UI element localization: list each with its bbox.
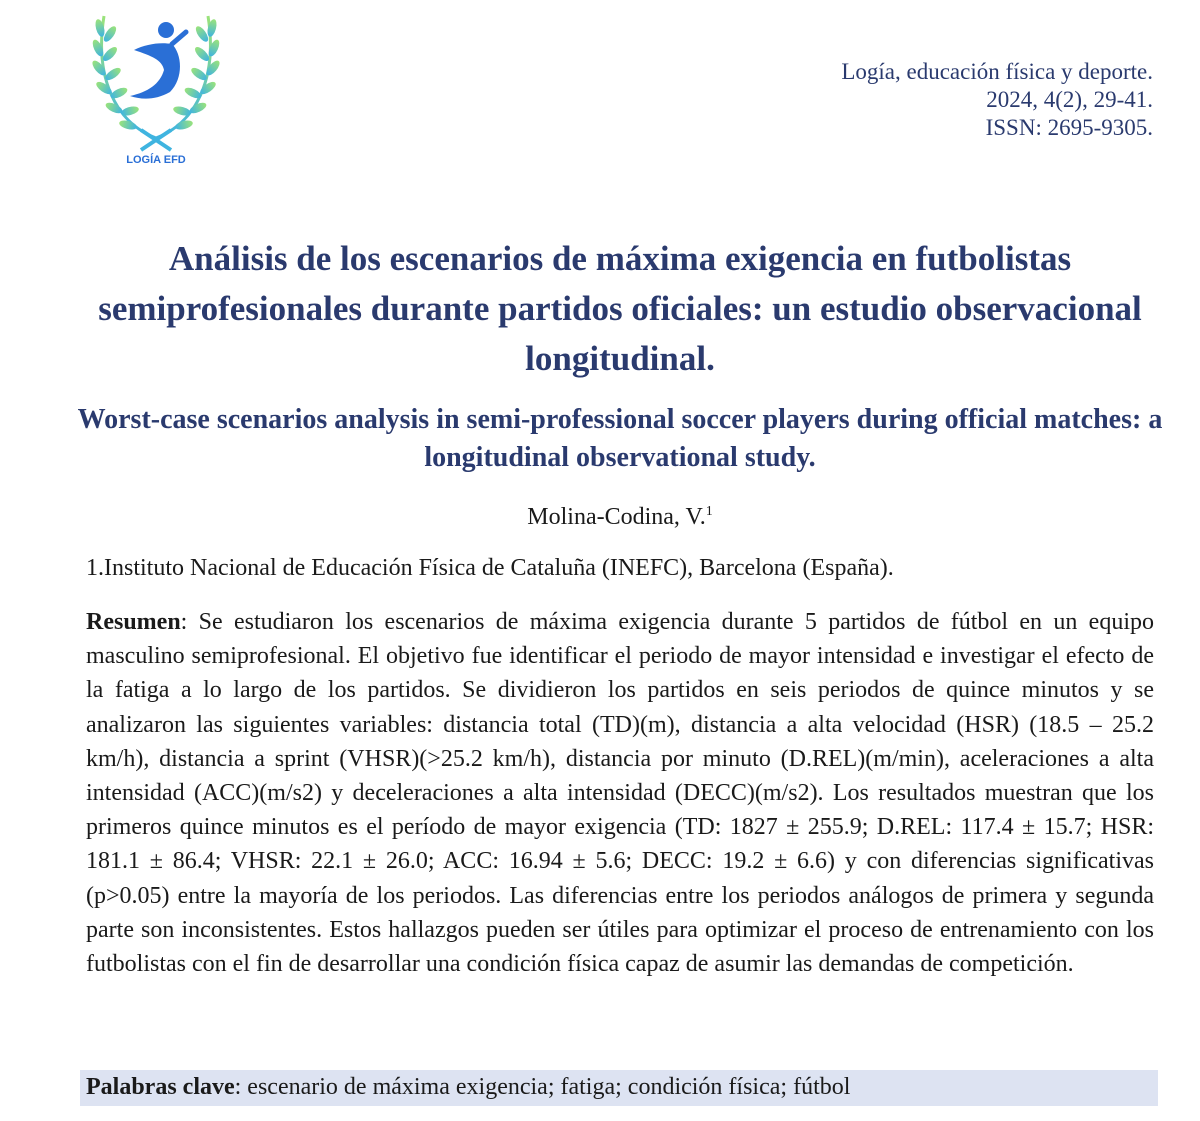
keywords-text: : escenario de máxima exigencia; fatiga; condición física; fútbol [234, 1074, 851, 1100]
title-english: Worst-case scenarios analysis in semi-professional soccer players during official matches: a longitudinal observational study. [77, 404, 1163, 473]
author-line [0, 497, 1200, 532]
affiliation: 1.Instituto Nacional de Educación Física de Cataluña (INEFC), Barcelona (España). [86, 555, 894, 581]
laurel-figure-icon [86, 8, 226, 168]
author-name: Molina-Codina, V. [527, 504, 706, 530]
journal-logo [86, 8, 226, 168]
keywords-bar [80, 1070, 1158, 1106]
journal-issue: 2024, 4(2), 29-41. [986, 87, 1153, 112]
abstract-label: Resumen [86, 609, 181, 635]
title-spanish: Análisis de los escenarios de máxima exigencia en futbolistas semiprofesionales durante partidos oficiales: un estudio observacional longitudinal. [98, 239, 1142, 378]
abstract [86, 605, 1154, 981]
journal-issn: ISSN: 2695-9305. [985, 115, 1153, 140]
abstract-text: : Se estudiaron los escenarios de máxima exigencia durante 5 partidos de fútbol en un equipo masculino semiprofesional. El objetivo fue identificar el periodo de mayor intensidad e investigar el efecto de la fatiga a lo largo de los partidos. Se dividieron los partidos en seis periodos de quince minutos y se analizaron las siguientes variables: distancia total (TD)(m), distancia a alta velocidad (HSR) (18.5 – 25.2 km/h), distancia a sprint (VHSR)(>25.2 km/h), distancia por minuto (D.REL)(m/min), aceleraciones a alta intensidad (ACC)(m/s2) y deceleraciones a alta intensidad (DECC)(m/s2). Los resultados muestran que los primeros quince minutos es el período de mayor exigencia (TD: 1827 ± 255.9; D.REL: 117.4 ± 15.7; HSR: 181.1 ± 86.4; VHSR: 22.1 ± 26.0; ACC: 16.94 ± 5.6; DECC: 19.2 ± 6.6) y con diferencias significativas (p>0.05) entre la mayoría de los periodos. Las diferencias entre los periodos análogos de primera y segunda parte son inconsistentes. Estos hallazgos pueden ser útiles para optimizar el proceso de entrenamiento con los futbolistas con el fin de desarrollar una condición física capaz de asumir las demandas de competición. [86, 609, 1154, 978]
logo-text: LOGÍA EFD [126, 154, 186, 166]
author-affiliation-marker: 1 [705, 504, 713, 519]
journal-citation [841, 58, 1153, 142]
keywords-label: Palabras clave [86, 1074, 235, 1100]
journal-name: Logía, educación física y deporte. [841, 59, 1153, 84]
